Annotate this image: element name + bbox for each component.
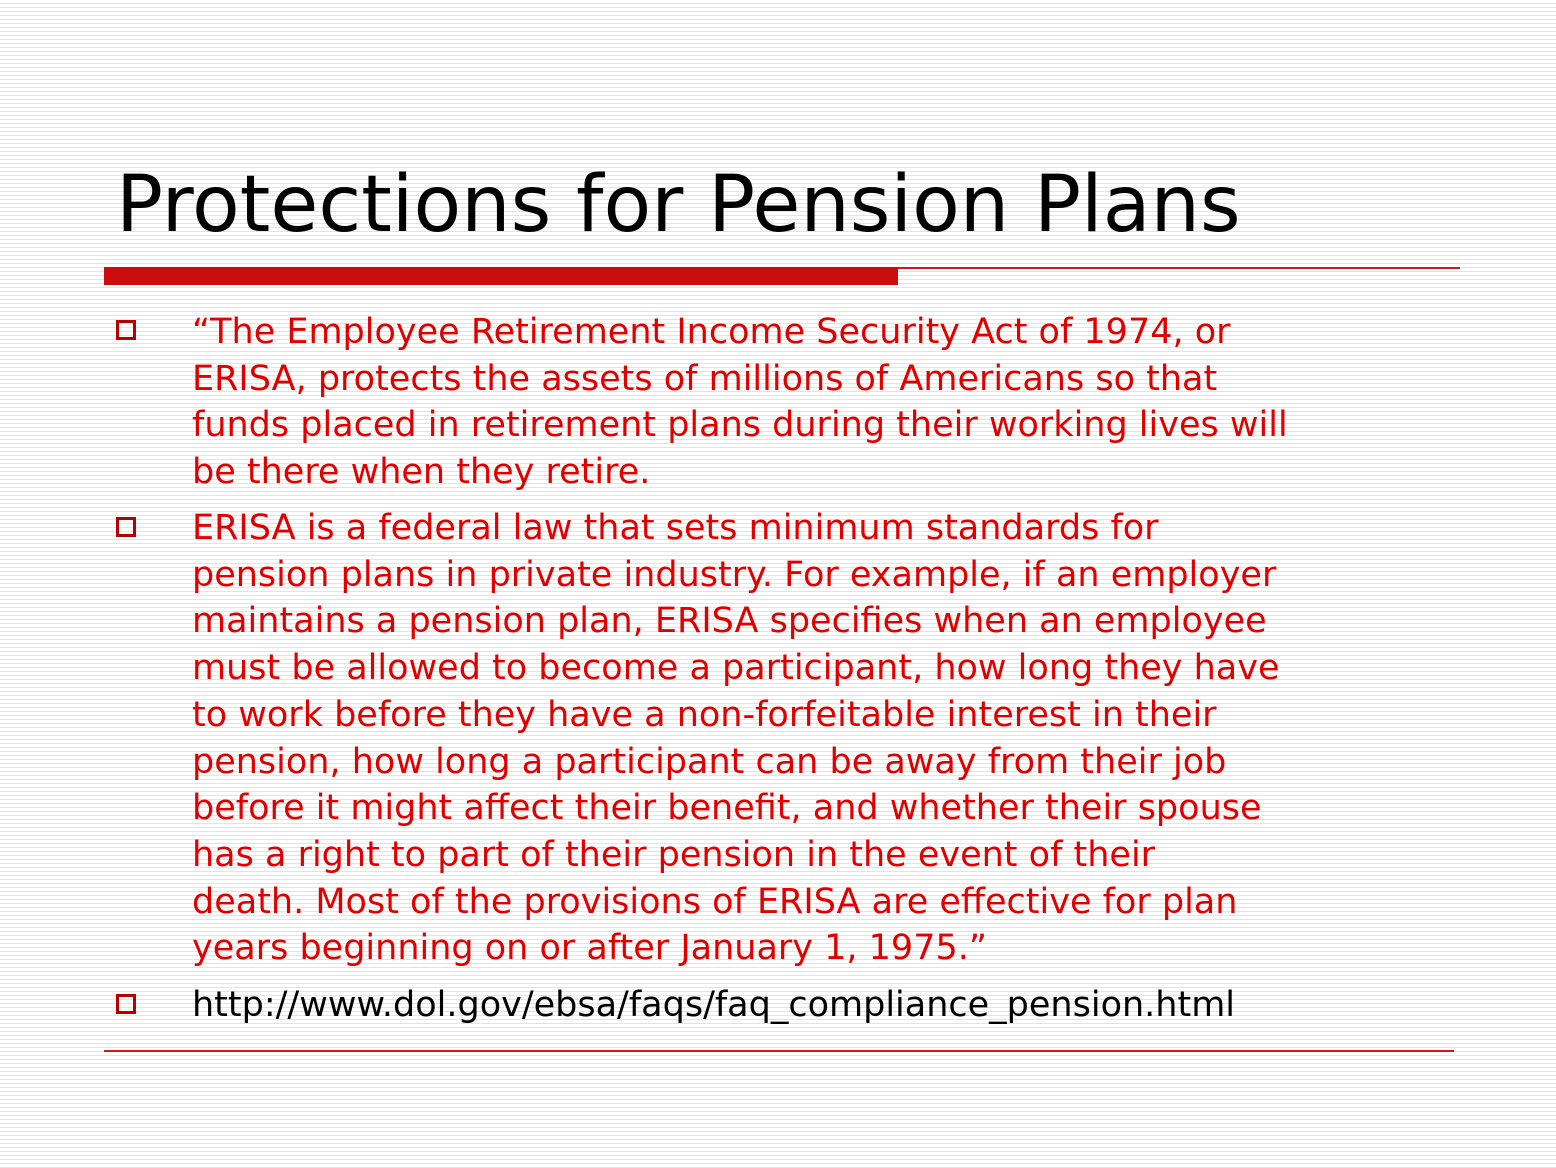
square-bullet-icon: [116, 320, 136, 340]
square-bullet-icon: [116, 517, 136, 537]
footer-rule: [104, 1050, 1454, 1052]
bullet-text: “The Employee Retirement Income Security Act of 1974, or ERISA, protects the assets of millions of Americans so that funds placed in retirement plans during their working lives will be there when they retire.: [192, 312, 1288, 493]
slide-title: Protections for Pension Plans: [116, 160, 1241, 250]
source-link[interactable]: http://www.dol.gov/ebsa/faqs/faq_compliance_pension.html: [192, 985, 1236, 1025]
square-bullet-icon: [116, 994, 136, 1014]
bullet-text: ERISA is a federal law that sets minimum standards for pension plans in private industry. For example, if an employer maintains a pension plan, ERISA specifies when an employee must be allowed to become a participant, how long they have to work before they have a non-forfeitable interest in their pension, how long a participant can be away from their job before it might affect their benefit, and whether their spouse has a right to part of their pension in the event of their death. Most of the provisions of ERISA are effective for plan years beginning on or after January 1, 1975.”: [192, 508, 1280, 969]
title-underline-accent: [104, 267, 898, 285]
title-underline-rule: [898, 267, 1460, 269]
